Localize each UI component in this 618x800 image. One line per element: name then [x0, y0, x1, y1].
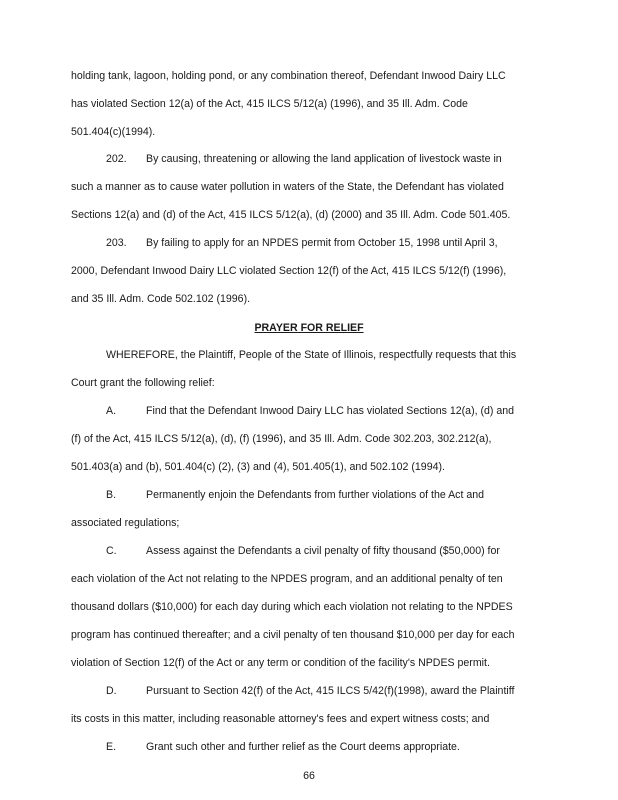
paragraph-line: its costs in this matter, including reasonable attorney's fees and expert witness costs; and [71, 713, 490, 725]
paragraph-line: Pursuant to Section 42(f) of the Act, 415 ILCS 5/42(f)(1998), award the Plaintiff [146, 685, 515, 697]
paragraph-line: holding tank, lagoon, holding pond, or any combination thereof, Defendant Inwood Dairy LLC [71, 70, 506, 82]
paragraph-line: 501.404(c)(1994). [71, 126, 156, 138]
paragraph-line: each violation of the Act not relating to the NPDES program, and an additional penalty of ten [71, 573, 503, 585]
paragraph-line: and 35 Ill. Adm. Code 502.102 (1996). [71, 293, 251, 305]
paragraph-line: Grant such other and further relief as the Court deems appropriate. [146, 741, 460, 753]
paragraph-line: violation of Section 12(f) of the Act or any term or condition of the facility's NPDES permit. [71, 657, 490, 669]
paragraph-line: has violated Section 12(a) of the Act, 415 ILCS 5/12(a) (1996), and 35 Ill. Adm. Code [71, 98, 468, 110]
paragraph-line: associated regulations; [71, 517, 180, 529]
paragraph-line: Permanently enjoin the Defendants from further violations of the Act and [146, 489, 485, 501]
paragraph-line: program has continued thereafter; and a civil penalty of ten thousand $10,000 per day for each [71, 629, 515, 641]
paragraph-line: By failing to apply for an NPDES permit from October 15, 1998 until April 3, [146, 237, 498, 249]
paragraph-line: 2000, Defendant Inwood Dairy LLC violated Section 12(f) of the Act, 415 ILCS 5/12(f) (1996), [71, 265, 507, 277]
section-heading-text: PRAYER FOR RELIEF [254, 322, 364, 334]
paragraph-line: such a manner as to cause water pollution in waters of the State, the Defendant has violated [71, 181, 504, 193]
paragraph-line: By causing, threatening or allowing the land application of livestock waste in [146, 153, 502, 165]
item-letter: B. [106, 489, 117, 501]
paragraph-line: Sections 12(a) and (d) of the Act, 415 ILCS 5/12(a), (d) (2000) and 35 Ill. Adm. Code 501.405. [71, 209, 511, 221]
paragraph-line: 501.403(a) and (b), 501.404(c) (2), (3) and (4), 501.405(1), and 502.102 (1994). [71, 461, 445, 473]
item-letter: C. [106, 545, 117, 557]
paragraph-number: 203. [106, 237, 127, 249]
section-heading [0, 322, 618, 335]
item-letter: E. [106, 741, 117, 753]
paragraph-line: WHEREFORE, the Plaintiff, People of the State of Illinois, respectfully requests that this [106, 349, 517, 361]
paragraph-line: Find that the Defendant Inwood Dairy LLC has violated Sections 12(a), (d) and [146, 405, 515, 417]
paragraph-line: Court grant the following relief: [71, 377, 215, 389]
page-number: 66 [303, 770, 315, 782]
paragraph-line: thousand dollars ($10,000) for each day during which each violation not relating to the NPDES [71, 601, 513, 613]
item-letter: A. [106, 405, 117, 417]
paragraph-line: (f) of the Act, 415 ILCS 5/12(a), (d), (f) (1996), and 35 Ill. Adm. Code 302.203, 302.212(a), [71, 433, 492, 445]
paragraph-number: 202. [106, 153, 127, 165]
paragraph-line: Assess against the Defendants a civil penalty of fifty thousand ($50,000) for [146, 545, 500, 557]
item-letter: D. [106, 685, 117, 697]
